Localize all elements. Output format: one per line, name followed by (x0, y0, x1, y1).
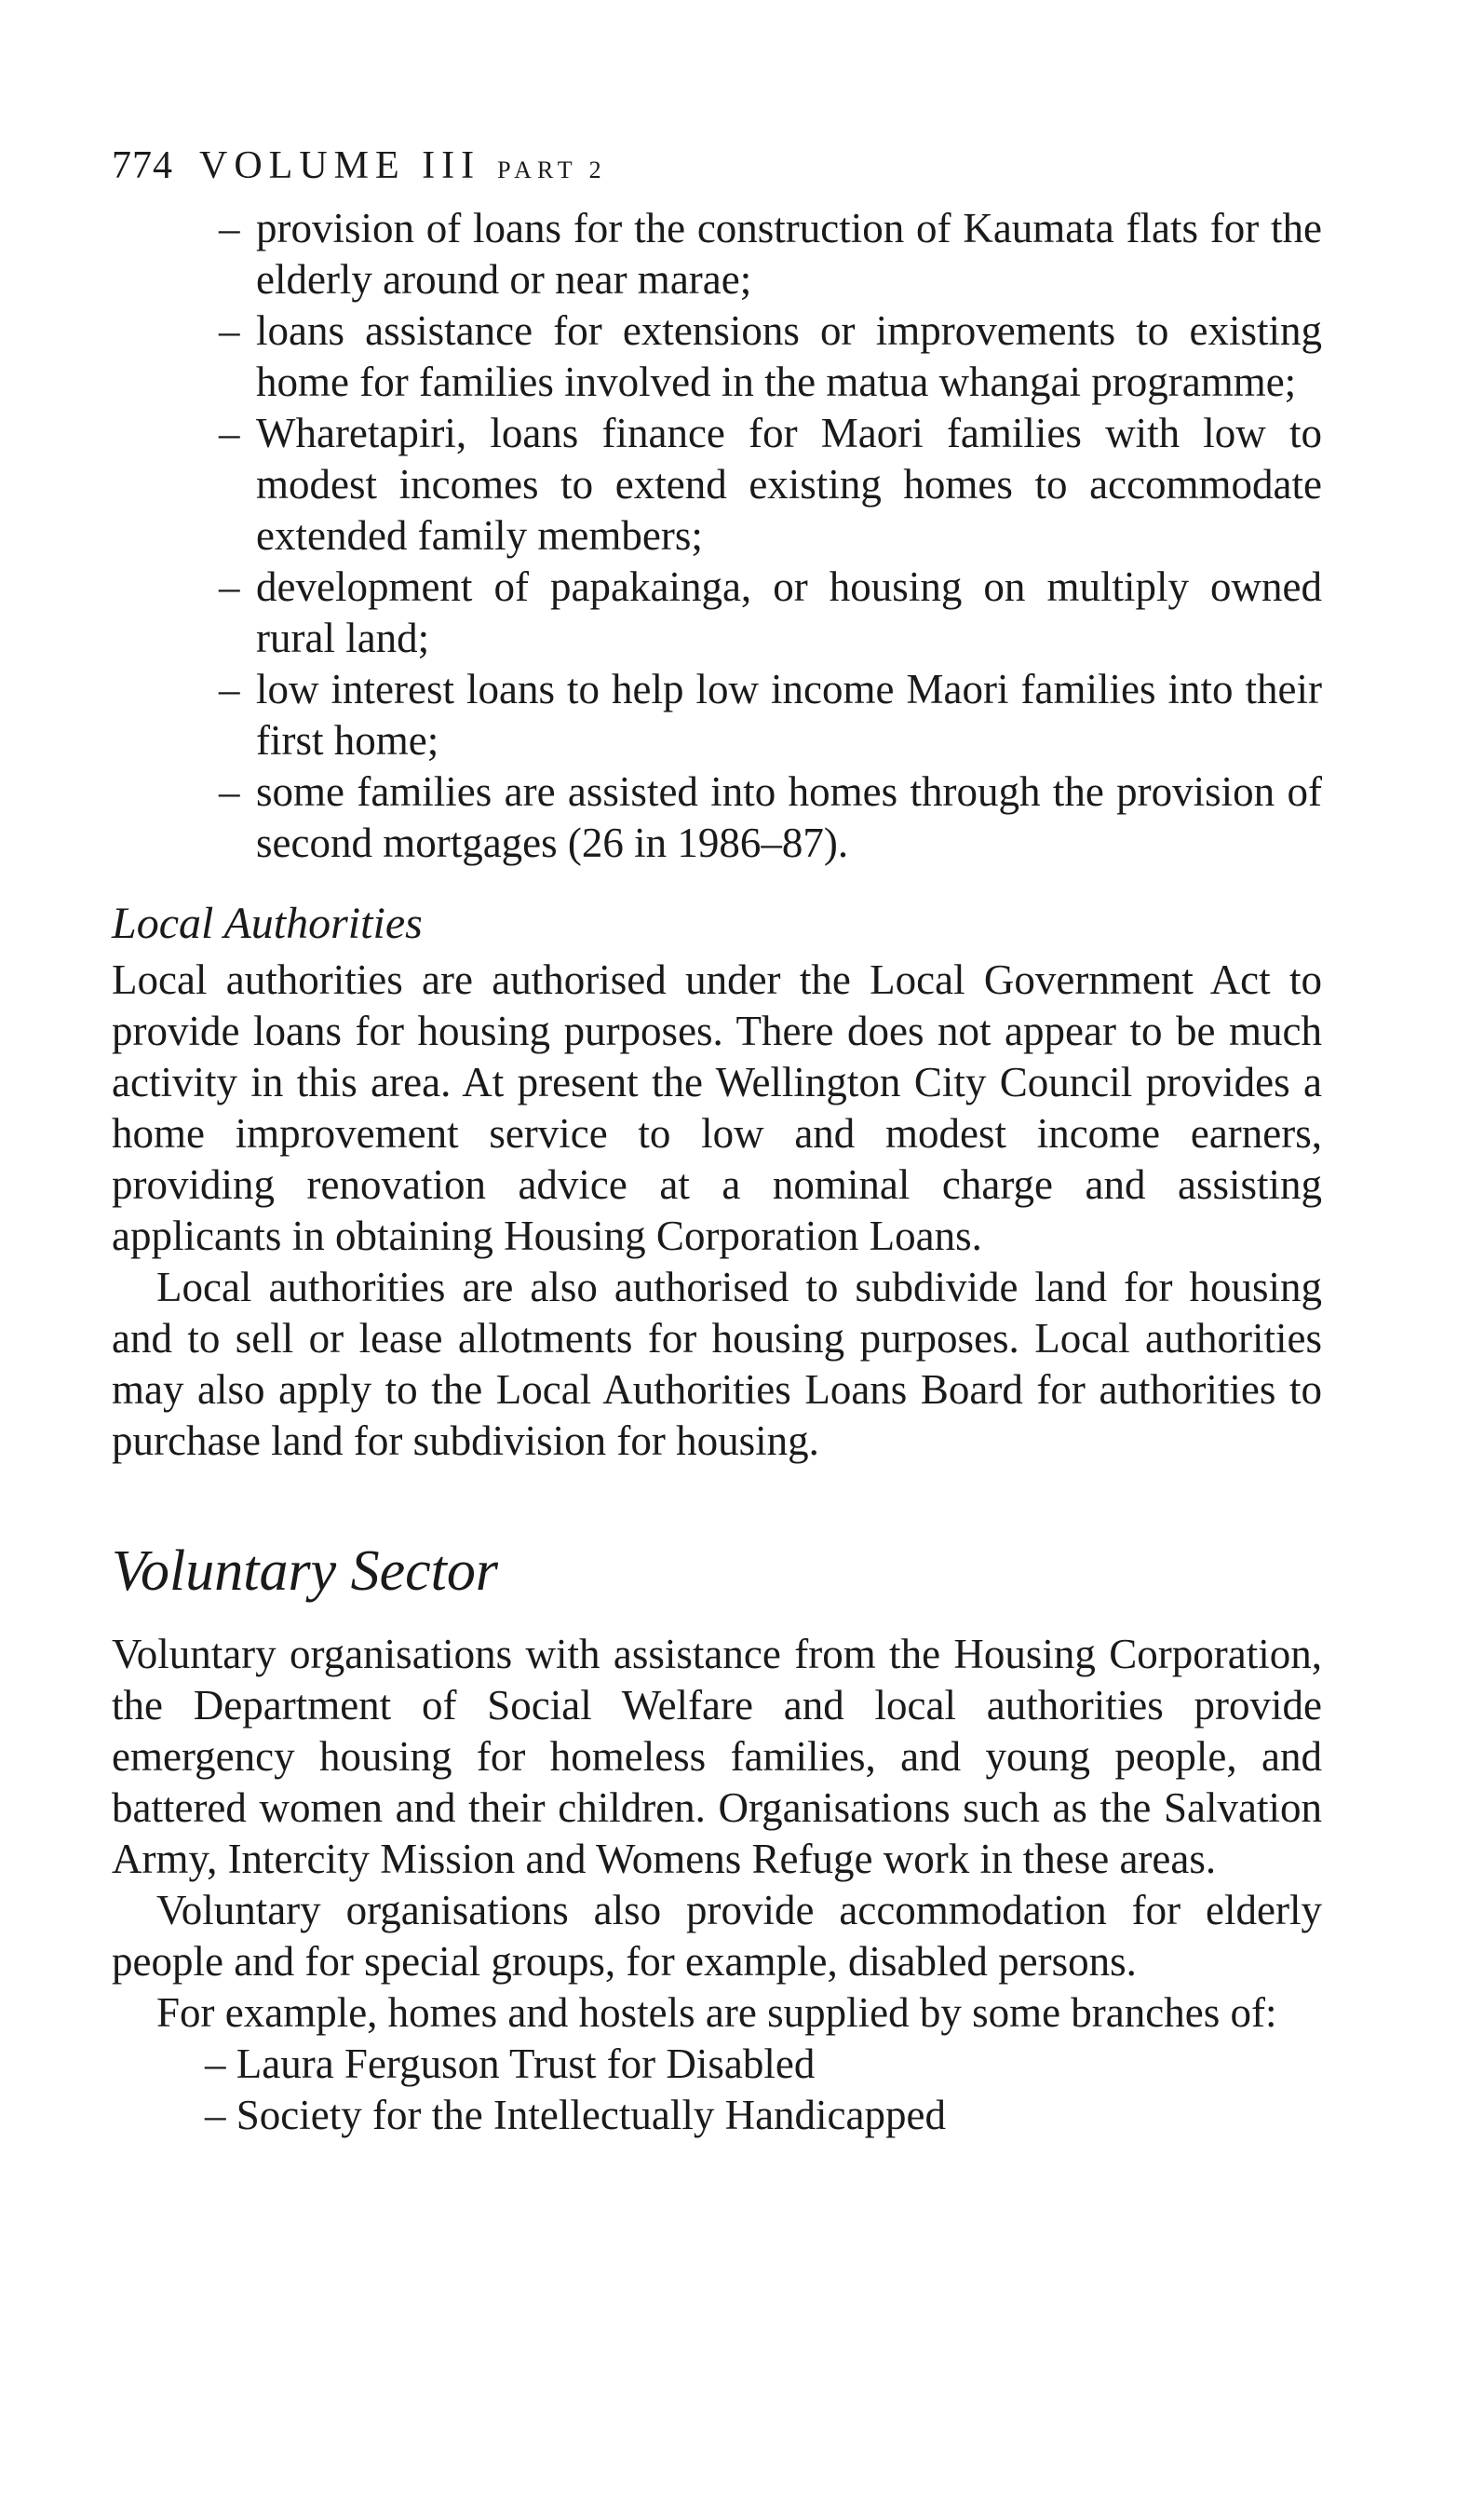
running-head (112, 140, 1322, 192)
list-item-text: loans assistance for extensions or improvements to existing home for families involved in the matua whangai programme; (256, 307, 1322, 405)
list-item: – Laura Ferguson Trust for Disabled (205, 2040, 816, 2087)
voluntary-sector-paragraph-3: For example, homes and hostels are supplied by some branches of: (156, 1989, 1277, 2036)
list-item: – loans assistance for extensions or improvements to existing home for families involved in the matua whangai programme; (219, 307, 1322, 405)
list-item: – provision of loans for the construction of Kaumata flats for the elderly around or near marae; (219, 205, 1322, 303)
page-number: 774 (112, 144, 173, 187)
voluntary-sector-paragraph-1: Voluntary organisations with assistance from the Housing Corporation, the Department of Social Welfare and local authorities provide emergency housing for homeless families, and young people, and battered women and their children. Organisations such as the Salvation Army, Intercity Mission and Womens Refuge work in these areas. (112, 1631, 1322, 1882)
list-item-text: low interest loans to help low income Maori families into their first home; (256, 666, 1322, 764)
list-item: – Wharetapiri, loans finance for Maori families with low to modest incomes to extend existing homes to accommodate extended family members; (219, 410, 1322, 559)
voluntary-sector-heading: Voluntary Sector (112, 1539, 498, 1603)
organisations-list (112, 2039, 1322, 2141)
voluntary-sector-paragraph-2: Voluntary organisations also provide accommodation for elderly people and for special groups, for example, disabled persons. (112, 1887, 1322, 1985)
list-item: – low interest loans to help low income Maori families into their first home; (219, 666, 1322, 764)
list-item-text: Wharetapiri, loans finance for Maori families with low to modest incomes to extend existing homes to accommodate extended family members; (256, 410, 1322, 559)
page (112, 140, 1322, 2141)
list-item-text: provision of loans for the construction of Kaumata flats for the elderly around or near marae; (256, 205, 1322, 303)
list-item-text: development of papakainga, or housing on multiply owned rural land; (256, 563, 1322, 661)
list-item: – some families are assisted into homes through the provision of second mortgages (26 in 1986–87). (219, 768, 1322, 866)
local-authorities-paragraph-1: Local authorities are authorised under the Local Government Act to provide loans for housing purposes. There does not appear to be much activity in this area. At present the Wellington City Council provides a home improvement service to low and modest income earners, providing renovation advice at a nominal charge and assisting applicants in obtaining Housing Corporation Loans. (112, 956, 1322, 1259)
part-label: PART 2 (497, 156, 607, 183)
maori-housing-list (112, 203, 1322, 869)
local-authorities-heading: Local Authorities (112, 899, 423, 948)
list-item-text: some families are assisted into homes through the provision of second mortgages (26 in 1986–87). (256, 768, 1322, 866)
volume-label: VOLUME III (199, 144, 481, 187)
list-item: – development of papakainga, or housing on multiply owned rural land; (219, 563, 1322, 661)
list-item: – Society for the Intellectually Handicapped (205, 2092, 946, 2138)
local-authorities-paragraph-2: Local authorities are also authorised to subdivide land for housing and to sell or lease allotments for housing purposes. Local authorities may also apply to the Local Authorities Loans Board for authorities to purchase land for subdivision for housing. (112, 1264, 1322, 1464)
